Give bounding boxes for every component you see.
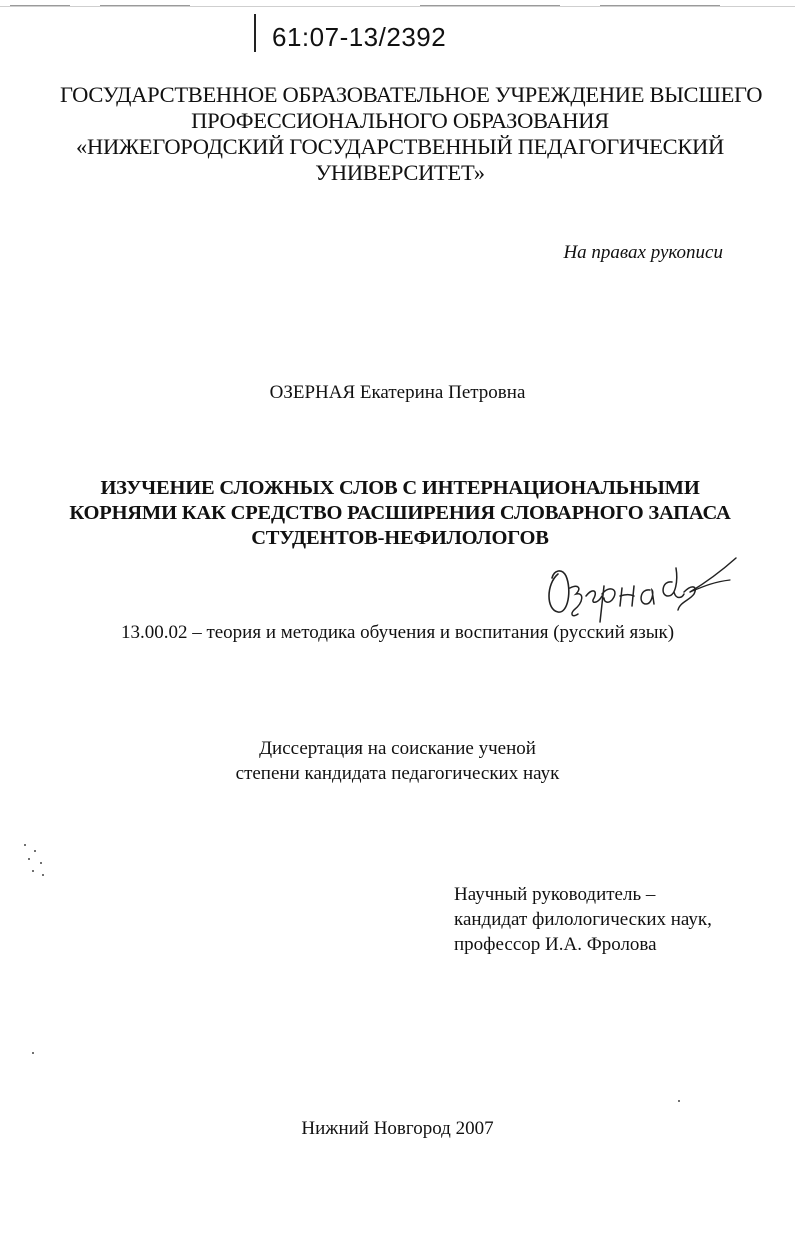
scan-artifact xyxy=(420,5,560,6)
institution-line: ПРОФЕССИОНАЛЬНОГО ОБРАЗОВАНИЯ xyxy=(191,108,609,133)
degree-line: степени кандидата педагогических наук xyxy=(235,763,560,784)
institution-line: УНИВЕРСИТЕТ» xyxy=(315,160,485,185)
manuscript-note: На правах рукописи xyxy=(563,242,723,263)
institution-line: «НИЖЕГОРОДСКИЙ ГОСУДАРСТВЕННЫЙ ПЕДАГОГИЧЕСКИЙ xyxy=(76,134,724,159)
city-year: Нижний Новгород 2007 xyxy=(301,1118,494,1139)
registry-code: 61:07-13/2392 xyxy=(272,22,447,52)
supervisor-line: профессор И.А. Фролова xyxy=(454,934,657,955)
scan-speck xyxy=(32,1052,34,1054)
scan-artifact xyxy=(10,5,70,6)
dissertation-title xyxy=(40,476,760,551)
supervisor-line: кандидат филологических наук, xyxy=(454,909,712,930)
scan-specks xyxy=(22,840,52,880)
title-line: СТУДЕНТОВ-НЕФИЛОЛОГОВ xyxy=(251,527,549,549)
scan-edge-line xyxy=(0,6,795,7)
degree-statement xyxy=(0,736,795,786)
scan-speck xyxy=(678,1100,680,1102)
degree-line: Диссертация на соискание ученой xyxy=(259,738,536,759)
scientific-supervisor xyxy=(454,882,712,957)
handwritten-signature xyxy=(540,544,740,624)
specialty-code: 13.00.02 – теория и методика обучения и воспитания (русский язык) xyxy=(120,622,675,643)
institution-header xyxy=(60,82,763,186)
scan-artifact xyxy=(600,5,720,6)
supervisor-line: Научный руководитель – xyxy=(454,884,656,905)
title-line: ИЗУЧЕНИЕ СЛОЖНЫХ СЛОВ С ИНТЕРНАЦИОНАЛЬНЫМИ xyxy=(100,477,700,499)
code-stamp-bar xyxy=(254,14,256,52)
title-line: КОРНЯМИ КАК СРЕДСТВО РАСШИРЕНИЯ СЛОВАРНОГО ЗАПАСА xyxy=(69,502,731,524)
institution-line: ГОСУДАРСТВЕННОЕ ОБРАЗОВАТЕЛЬНОЕ УЧРЕЖДЕНИЕ ВЫСШЕГО xyxy=(60,82,763,107)
author-name: ОЗЕРНАЯ Екатерина Петровна xyxy=(269,382,526,403)
scan-artifact xyxy=(100,5,190,6)
